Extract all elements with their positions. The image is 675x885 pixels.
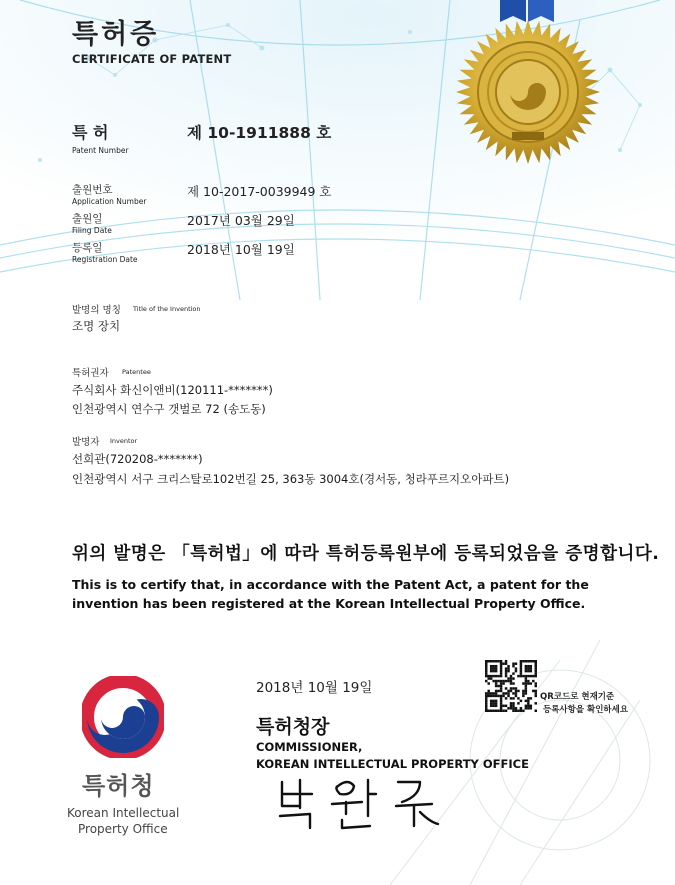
- qr-module: [495, 700, 497, 702]
- qr-code[interactable]: [485, 660, 537, 712]
- issue-date: 2018년 10월 19일: [256, 680, 373, 696]
- qr-module: [512, 702, 514, 704]
- qr-module: [505, 670, 507, 672]
- qr-module: [485, 680, 487, 682]
- qr-module: [490, 675, 492, 677]
- qr-module: [500, 675, 502, 677]
- qr-module: [492, 705, 494, 707]
- qr-module: [492, 665, 494, 667]
- qr-module: [502, 692, 504, 694]
- qr-module: [492, 700, 494, 702]
- qr-module: [527, 705, 529, 707]
- qr-module: [485, 702, 487, 704]
- qr-module: [530, 667, 532, 669]
- qr-module: [492, 695, 494, 697]
- qr-module: [512, 677, 514, 679]
- qr-module: [485, 660, 487, 662]
- invention-title: 조명 장치: [72, 319, 121, 333]
- qr-module: [485, 707, 487, 709]
- patentee-name: 주식회사 화신이앤비(120111-*******): [72, 383, 273, 397]
- qr-module: [500, 695, 502, 697]
- qr-module: [505, 710, 507, 712]
- qr-module: [517, 697, 519, 699]
- qr-module: [515, 707, 517, 709]
- qr-module: [520, 700, 522, 702]
- inventor-name: 선희관(720208-*******): [72, 452, 203, 466]
- qr-module: [487, 682, 489, 684]
- office-name-en-line1: Korean Intellectual: [67, 806, 180, 820]
- qr-module: [495, 667, 497, 669]
- qr-module: [520, 660, 522, 662]
- qr-module: [490, 665, 492, 667]
- qr-module: [487, 695, 489, 697]
- qr-module: [497, 680, 499, 682]
- qr-module: [530, 675, 532, 677]
- qr-module: [500, 710, 502, 712]
- qr-module: [505, 692, 507, 694]
- qr-module: [495, 682, 497, 684]
- qr-module: [532, 675, 534, 677]
- qr-module: [510, 677, 512, 679]
- certificate-title-ko: 특허증: [72, 19, 160, 50]
- qr-module: [490, 702, 492, 704]
- office-name-ko: 특허청: [82, 772, 155, 800]
- inventor-label-en: Inventor: [110, 437, 138, 445]
- qr-module: [522, 682, 524, 684]
- qr-module: [492, 675, 494, 677]
- qr-module: [505, 705, 507, 707]
- qr-module: [507, 680, 509, 682]
- qr-module: [490, 710, 492, 712]
- qr-module: [492, 680, 494, 682]
- registration-label-ko: 등록일: [72, 242, 103, 254]
- inventor-label-ko: 발명자: [72, 437, 100, 448]
- qr-module: [527, 680, 529, 682]
- qr-module: [525, 667, 527, 669]
- patentee-label-ko: 특허권자: [72, 368, 109, 379]
- qr-module: [535, 690, 537, 692]
- qr-module: [527, 697, 529, 699]
- qr-module: [495, 702, 497, 704]
- qr-module: [485, 662, 487, 664]
- qr-module: [507, 707, 509, 709]
- qr-module: [510, 682, 512, 684]
- qr-module: [490, 700, 492, 702]
- qr-module: [532, 660, 534, 662]
- qr-module: [500, 682, 502, 684]
- qr-module: [515, 710, 517, 712]
- qr-module: [525, 680, 527, 682]
- qr-module: [490, 667, 492, 669]
- qr-module: [507, 677, 509, 679]
- gold-seal: [456, 20, 600, 164]
- qr-module: [490, 695, 492, 697]
- qr-module: [525, 687, 527, 689]
- qr-module: [535, 672, 537, 674]
- qr-module: [535, 692, 537, 694]
- qr-module: [535, 667, 537, 669]
- qr-module: [507, 665, 509, 667]
- qr-module: [530, 670, 532, 672]
- qr-module: [535, 675, 537, 677]
- qr-module: [525, 660, 527, 662]
- qr-module: [487, 690, 489, 692]
- qr-module: [515, 695, 517, 697]
- invention-label-en: Title of the Invention: [133, 305, 201, 313]
- qr-module: [485, 697, 487, 699]
- qr-module: [527, 702, 529, 704]
- filing-label-ko: 출원일: [72, 213, 103, 225]
- registration-label-en: Registration Date: [72, 255, 138, 264]
- qr-module: [510, 707, 512, 709]
- qr-module: [512, 682, 514, 684]
- qr-module: [520, 707, 522, 709]
- qr-module: [502, 680, 504, 682]
- qr-module: [507, 670, 509, 672]
- qr-module: [512, 672, 514, 674]
- qr-module: [512, 707, 514, 709]
- qr-module: [510, 705, 512, 707]
- qr-module: [505, 687, 507, 689]
- filing-label-en: Filing Date: [72, 226, 112, 235]
- qr-module: [500, 662, 502, 664]
- qr-note-line1: QR코드로 현재기준: [540, 692, 615, 702]
- qr-module: [517, 675, 519, 677]
- certificate-title-en: CERTIFICATE OF PATENT: [72, 52, 232, 66]
- qr-module: [495, 665, 497, 667]
- qr-module: [485, 672, 487, 674]
- application-number: 제 10-2017-0039949 호: [187, 184, 332, 199]
- qr-module: [527, 682, 529, 684]
- qr-module: [500, 697, 502, 699]
- qr-module: [502, 695, 504, 697]
- qr-module: [495, 692, 497, 694]
- qr-module: [535, 710, 537, 712]
- qr-module: [522, 692, 524, 694]
- qr-module: [495, 710, 497, 712]
- qr-module: [485, 710, 487, 712]
- qr-module: [527, 665, 529, 667]
- qr-module: [507, 667, 509, 669]
- qr-module: [520, 667, 522, 669]
- qr-module: [517, 710, 519, 712]
- invention-label-ko: 발명의 명칭: [72, 305, 121, 316]
- qr-module: [517, 702, 519, 704]
- qr-module: [485, 675, 487, 677]
- qr-module: [522, 660, 524, 662]
- qr-module: [505, 697, 507, 699]
- qr-module: [525, 690, 527, 692]
- certification-statement-en: This is to certify that, in accordance with the Patent Act, a patent for the invention has been registered at the Korean Intellectual Property Office.: [72, 577, 589, 611]
- qr-module: [500, 665, 502, 667]
- patent-label-ko: 특 허: [72, 123, 109, 142]
- qr-module: [527, 675, 529, 677]
- qr-module: [535, 670, 537, 672]
- qr-module: [520, 672, 522, 674]
- qr-module: [497, 690, 499, 692]
- qr-module: [500, 702, 502, 704]
- qr-module: [497, 695, 499, 697]
- qr-module: [495, 690, 497, 692]
- qr-module: [527, 670, 529, 672]
- qr-module: [525, 685, 527, 687]
- application-label-en: Application Number: [72, 197, 147, 206]
- qr-module: [535, 702, 537, 704]
- qr-module: [497, 660, 499, 662]
- qr-module: [515, 670, 517, 672]
- qr-module: [485, 665, 487, 667]
- qr-module: [512, 662, 514, 664]
- qr-module: [530, 705, 532, 707]
- qr-module: [495, 660, 497, 662]
- qr-module: [495, 670, 497, 672]
- qr-module: [535, 682, 537, 684]
- qr-module: [502, 682, 504, 684]
- qr-module: [525, 670, 527, 672]
- qr-module: [505, 672, 507, 674]
- qr-module: [487, 660, 489, 662]
- qr-module: [492, 710, 494, 712]
- qr-module: [527, 660, 529, 662]
- seal-label-plate: [512, 132, 544, 140]
- qr-module: [485, 700, 487, 702]
- qr-module: [512, 692, 514, 694]
- certification-statement-ko: 위의 발명은 「특허법」에 따라 특허등록원부에 등록되었음을 증명합니다.: [72, 544, 660, 564]
- office-name-en-line2: Property Office: [78, 822, 168, 836]
- qr-module: [507, 692, 509, 694]
- qr-module: [492, 667, 494, 669]
- qr-module: [515, 687, 517, 689]
- qr-module: [515, 662, 517, 664]
- qr-module: [522, 710, 524, 712]
- qr-module: [527, 667, 529, 669]
- qr-module: [517, 690, 519, 692]
- qr-module: [500, 690, 502, 692]
- qr-module: [510, 690, 512, 692]
- qr-module: [505, 660, 507, 662]
- qr-module: [510, 680, 512, 682]
- patent-number: 제 10-1911888 호: [187, 124, 332, 142]
- qr-module: [495, 695, 497, 697]
- qr-module: [485, 695, 487, 697]
- qr-module: [495, 680, 497, 682]
- qr-module: [505, 680, 507, 682]
- filing-date: 2017년 03월 29일: [187, 213, 295, 228]
- qr-module: [530, 660, 532, 662]
- qr-module: [487, 710, 489, 712]
- qr-module: [535, 665, 537, 667]
- qr-module: [525, 707, 527, 709]
- qr-module: [505, 667, 507, 669]
- qr-module: [522, 695, 524, 697]
- qr-module: [520, 662, 522, 664]
- qr-module: [527, 707, 529, 709]
- commissioner-title-en-line2: KOREAN INTELLECTUAL PROPERTY OFFICE: [256, 757, 529, 771]
- qr-module: [525, 682, 527, 684]
- qr-module: [487, 677, 489, 679]
- qr-module: [495, 675, 497, 677]
- qr-module: [497, 710, 499, 712]
- qr-module: [500, 680, 502, 682]
- qr-module: [500, 672, 502, 674]
- qr-module: [490, 670, 492, 672]
- patentee-address: 인천광역시 연수구 갯벌로 72 (송도동): [72, 402, 266, 416]
- qr-module: [490, 660, 492, 662]
- patent-label-en: Patent Number: [72, 146, 129, 155]
- qr-module: [485, 667, 487, 669]
- qr-module: [492, 702, 494, 704]
- qr-module: [512, 687, 514, 689]
- commissioner-title-en-line1: COMMISSIONER,: [256, 740, 363, 754]
- qr-module: [532, 680, 534, 682]
- qr-module: [500, 700, 502, 702]
- qr-module: [495, 685, 497, 687]
- qr-module: [522, 690, 524, 692]
- qr-module: [490, 677, 492, 679]
- kipo-logo: [82, 676, 164, 758]
- qr-module: [492, 660, 494, 662]
- qr-module: [500, 685, 502, 687]
- qr-module: [500, 660, 502, 662]
- qr-module: [505, 662, 507, 664]
- qr-module: [500, 707, 502, 709]
- qr-module: [502, 705, 504, 707]
- qr-module: [500, 687, 502, 689]
- qr-module: [515, 667, 517, 669]
- qr-module: [520, 675, 522, 677]
- qr-module: [512, 697, 514, 699]
- qr-module: [525, 692, 527, 694]
- qr-module: [490, 692, 492, 694]
- qr-module: [500, 705, 502, 707]
- qr-module: [492, 692, 494, 694]
- qr-module: [505, 675, 507, 677]
- qr-module: [487, 675, 489, 677]
- qr-module: [492, 670, 494, 672]
- qr-module: [525, 700, 527, 702]
- qr-module: [502, 662, 504, 664]
- qr-module: [535, 660, 537, 662]
- qr-module: [510, 702, 512, 704]
- inventor-address: 인천광역시 서구 크리스탈로102번길 25, 363동 3004호(경서동, 청라푸르지오아파트): [72, 472, 510, 486]
- qr-module: [497, 675, 499, 677]
- qr-module: [527, 700, 529, 702]
- qr-module: [512, 705, 514, 707]
- qr-module: [520, 670, 522, 672]
- qr-module: [530, 707, 532, 709]
- qr-module: [510, 687, 512, 689]
- qr-module: [530, 697, 532, 699]
- qr-module: [507, 695, 509, 697]
- qr-module: [497, 685, 499, 687]
- qr-module: [525, 705, 527, 707]
- application-label-ko: 출원번호: [72, 184, 113, 196]
- qr-module: [500, 667, 502, 669]
- qr-module: [512, 665, 514, 667]
- patentee-label-en: Patentee: [122, 368, 151, 376]
- qr-module: [510, 697, 512, 699]
- qr-module: [485, 670, 487, 672]
- qr-module: [500, 670, 502, 672]
- qr-module: [495, 705, 497, 707]
- registration-date: 2018년 10월 19일: [187, 242, 295, 257]
- qr-module: [515, 690, 517, 692]
- qr-module: [490, 705, 492, 707]
- qr-module: [522, 675, 524, 677]
- qr-module: [515, 692, 517, 694]
- qr-module: [485, 705, 487, 707]
- qr-module: [535, 695, 537, 697]
- qr-module: [535, 685, 537, 687]
- qr-module: [525, 665, 527, 667]
- qr-module: [535, 662, 537, 664]
- qr-module: [485, 692, 487, 694]
- qr-module: [512, 710, 514, 712]
- qr-module: [530, 682, 532, 684]
- commissioner-title-ko: 특허청장: [256, 716, 330, 738]
- qr-note-line2: 등록사항을 확인하세요: [543, 705, 629, 715]
- qr-module: [507, 690, 509, 692]
- qr-module: [530, 665, 532, 667]
- qr-module: [525, 677, 527, 679]
- qr-module: [525, 675, 527, 677]
- qr-module: [532, 690, 534, 692]
- commissioner-signature: [270, 772, 450, 832]
- qr-module: [520, 710, 522, 712]
- qr-module: [487, 692, 489, 694]
- qr-module: [520, 665, 522, 667]
- qr-module: [510, 675, 512, 677]
- qr-module: [502, 710, 504, 712]
